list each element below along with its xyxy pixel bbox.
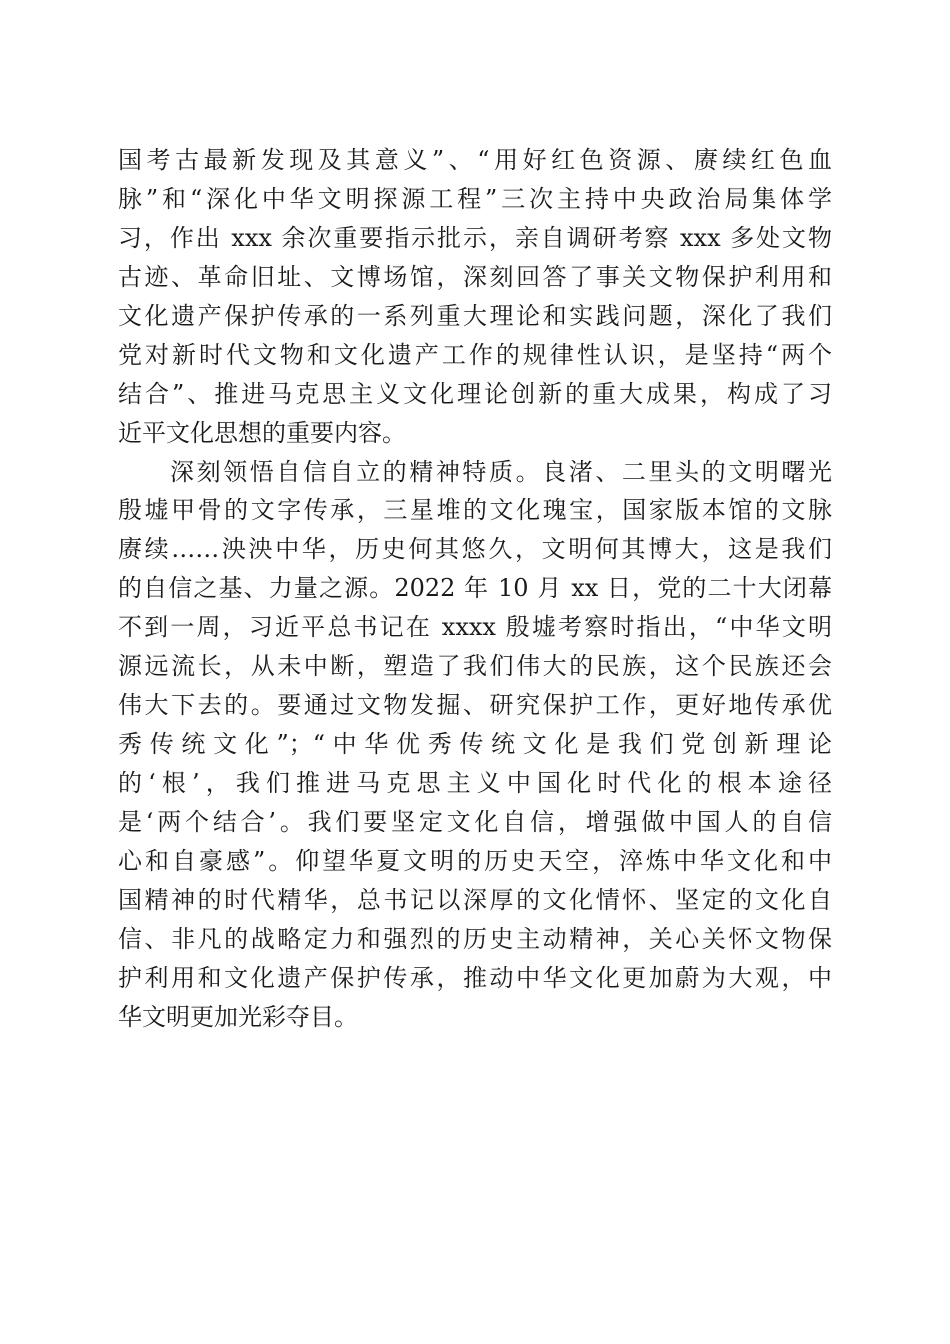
paragraph-line: 习，作出 xxx 余次重要指示批示，亲自调研考察 xxx 多处文物 xyxy=(118,223,832,252)
paragraph-line: 殷墟甲骨的文字传承，三星堆的文化瑰宝，国家版本馆的文脉 xyxy=(118,496,832,525)
paragraph-line: 脉”和“深化中华文明探源工程”三次主持中央政治局集体学 xyxy=(118,184,832,213)
paragraph-1 xyxy=(118,143,832,451)
paragraph-line: 源远流长，从未中断，塑造了我们伟大的民族，这个民族还会 xyxy=(118,652,832,681)
paragraph-line: 文化遗产保护传承的一系列重大理论和实践问题，深化了我们 xyxy=(118,301,832,330)
paragraph-2 xyxy=(118,455,832,1035)
paragraph-line: 赓续……泱泱中华，历史何其悠久，文明何其博大，这是我们 xyxy=(118,535,832,564)
paragraph-line: 古迹、革命旧址、文博场馆，深刻回答了事关文物保护利用和 xyxy=(118,262,832,291)
paragraph-line: 伟大下去的。要通过文物发掘、研究保护工作，更好地传承优 xyxy=(118,691,832,720)
paragraph-line: 的自信之基、力量之源。2022 年 10 月 xx 日，党的二十大闭幕 xyxy=(118,574,832,603)
paragraph-line: 近平文化思想的重要内容。 xyxy=(118,418,406,447)
paragraph-line: 不到一周，习近平总书记在 xxxx 殷墟考察时指出，“中华文明 xyxy=(118,613,832,642)
paragraph-line: 党对新时代文物和文化遗产工作的规律性认识，是坚持“两个 xyxy=(118,340,832,369)
paragraph-line: 国考古最新发现及其意义”、“用好红色资源、赓续红色血 xyxy=(118,146,832,174)
paragraph-line: 华文明更加光彩夺目。 xyxy=(118,1002,358,1031)
paragraph-line: 心和自豪感”。仰望华夏文明的历史天空，淬炼中华文化和中 xyxy=(118,846,832,875)
paragraph-line: 是‘两个结合’。我们要坚定文化自信，增强做中国人的自信 xyxy=(118,807,832,836)
paragraph-line: 的‘根’，我们推进马克思主义中国化时代化的根本途径 xyxy=(118,769,832,797)
document-body xyxy=(118,143,832,1039)
paragraph-line: 深刻领悟自信自立的精神特质。良渚、二里头的文明曙光 xyxy=(170,457,832,486)
paragraph-line: 国精神的时代精华，总书记以深厚的文化情怀、坚定的文化自 xyxy=(118,885,832,914)
paragraph-line: 结合”、推进马克思主义文化理论创新的重大成果，构成了习 xyxy=(118,379,832,408)
paragraph-line: 信、非凡的战略定力和强烈的历史主动精神，关心关怀文物保 xyxy=(118,924,832,953)
paragraph-line: 护利用和文化遗产保护传承，推动中华文化更加蔚为大观，中 xyxy=(118,963,832,992)
paragraph-line: 秀传统文化”；“中华优秀传统文化是我们党创新理论 xyxy=(118,730,832,759)
